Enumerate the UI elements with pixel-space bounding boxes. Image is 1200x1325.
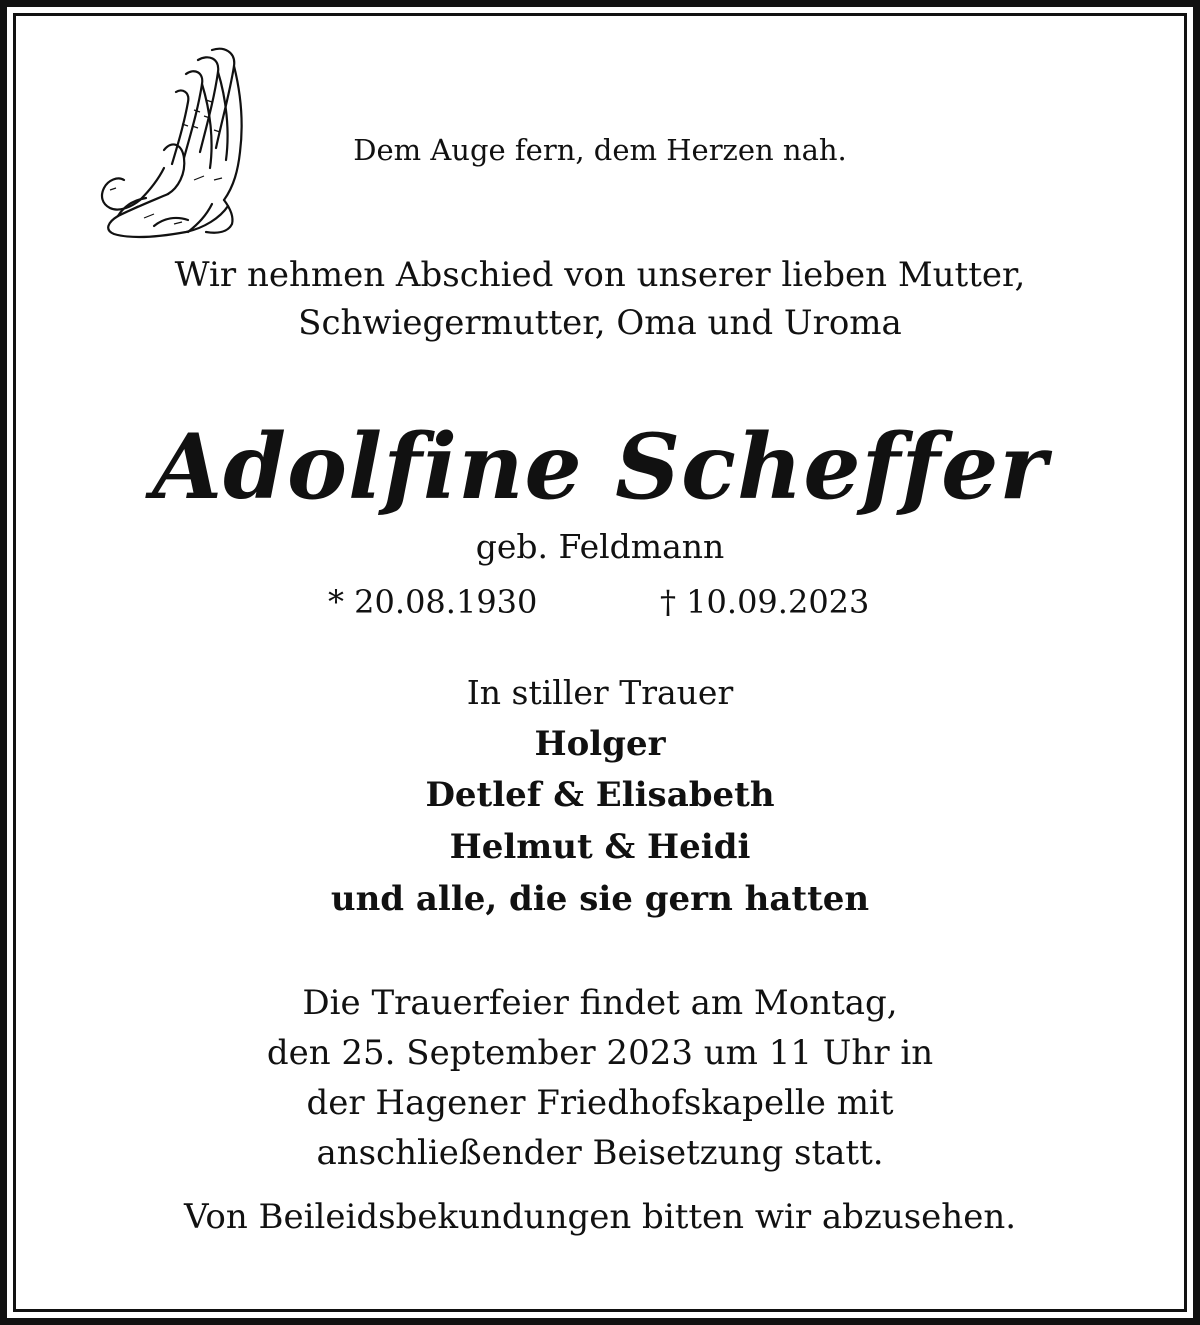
birth-date: * 20.08.1930 [328,583,538,621]
service-line: anschließender Beisetzung statt. [316,1133,884,1173]
closing-text: Von Beileidsbekundungen bitten wir abzusehen. [183,1197,1017,1237]
motto-text: Dem Auge fern, dem Herzen nah. [353,133,847,167]
maiden-name: geb. Feldmann [475,527,725,566]
mourner-name: und alle, die sie gern hatten [330,879,870,919]
mourner-name: Detlef & Elisabeth [425,775,775,815]
service-line: Die Trauerfeier findet am Montag, [302,983,898,1023]
death-date: † 10.09.2023 [660,583,870,621]
intro-line-2: Schwiegermutter, Oma und Uroma [298,303,902,343]
service-line: den 25. September 2023 um 11 Uhr in [266,1033,934,1073]
mourner-name: Helmut & Heidi [449,827,751,867]
intro-line-1: Wir nehmen Abschied von unserer lieben Mutter, [174,255,1026,295]
mourner-name: Holger [534,724,666,764]
mourning-intro: In stiller Trauer [466,673,734,712]
service-line: der Hagener Friedhofskapelle mit [306,1083,894,1123]
deceased-name: Adolfine Scheffer [152,414,1048,520]
